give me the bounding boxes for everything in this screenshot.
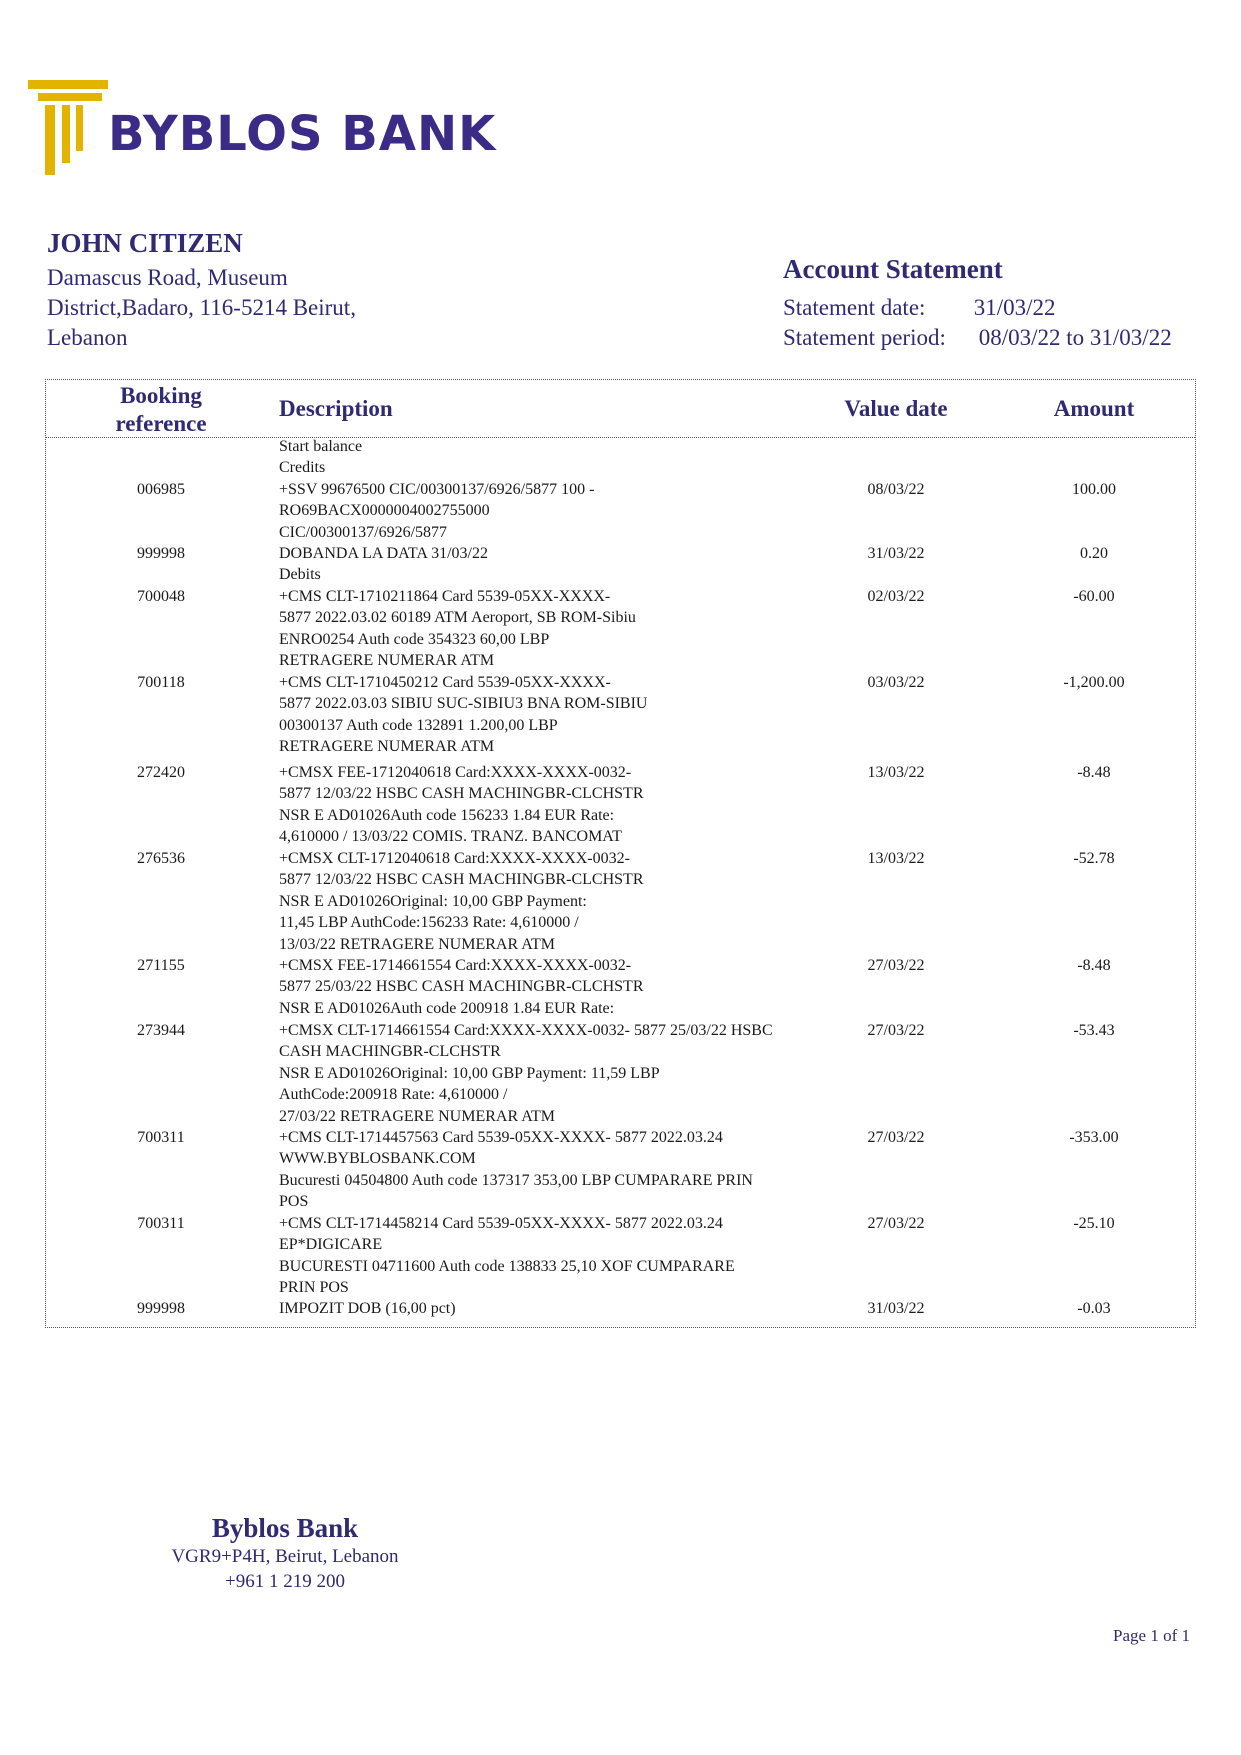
description-line: 5877 2022.03.03 SIBIU SUC-SIBIU3 BNA ROM-SIBIU [279, 695, 648, 713]
footer-block [130, 1513, 440, 1594]
header-text: reference [115, 411, 207, 436]
footer-phone: +961 1 219 200 [225, 1571, 345, 1592]
amount: -8.48 [1077, 764, 1111, 781]
description-line: Debits [279, 566, 321, 583]
value-date: 13/03/22 [867, 850, 925, 867]
description-line: NSR E AD01026Original: 10,00 GBP Payment: [279, 892, 587, 910]
description-line: AuthCode:200918 Rate: 4,610000 / [279, 1086, 508, 1104]
value-date: 03/03/22 [867, 674, 925, 691]
transactions-table [45, 379, 1196, 1328]
description-line: BUCURESTI 04711600 Auth code 138833 25,10 XOF CUMPARARE [279, 1257, 735, 1275]
booking-reference: 700311 [137, 1129, 185, 1146]
page-number: Page 1 of 1 [1113, 1626, 1190, 1645]
amount: -60.00 [1073, 588, 1115, 605]
table-header [46, 380, 1195, 438]
description-line: CASH MACHINGBR-CLCHSTR [279, 1043, 501, 1061]
description-line: +CMS CLT-1714457563 Card 5539-05XX-XXXX- 5877 2022.03.24 [279, 1129, 723, 1146]
booking-reference: 006985 [137, 481, 185, 498]
description-line: PRIN POS [279, 1279, 349, 1297]
booking-reference: 272420 [137, 764, 185, 781]
description-line: EP*DIGICARE [279, 1236, 383, 1254]
description-line: 27/03/22 RETRAGERE NUMERAR ATM [279, 1107, 556, 1125]
description [279, 457, 919, 478]
booking-reference: 276536 [137, 850, 185, 867]
header-booking-reference [86, 382, 236, 438]
description-line: 13/03/22 RETRAGERE NUMERAR ATM [279, 935, 556, 953]
customer-block [47, 228, 447, 353]
booking-reference: 273944 [137, 1022, 185, 1039]
description-line: Start balance [279, 438, 363, 455]
footer-bank-name: Byblos Bank [211, 1513, 359, 1543]
description-line: +CMSX FEE-1714661554 Card:XXXX-XXXX-0032- [279, 957, 632, 974]
header-description: Description [279, 396, 393, 421]
description [279, 436, 919, 457]
header-text: Booking [120, 383, 202, 408]
statement-info [783, 254, 1223, 353]
description-line: IMPOZIT DOB (16,00 pct) [279, 1300, 456, 1317]
statement-period-row [783, 323, 1223, 353]
description [279, 564, 919, 585]
header-amount: Amount [1053, 396, 1135, 421]
description-line: 5877 12/03/22 HSBC CASH MACHINGBR-CLCHSTR [279, 871, 644, 889]
amount: -53.43 [1073, 1022, 1115, 1039]
value-date: 27/03/22 [867, 1215, 925, 1232]
statement-date-label: Statement date: [783, 295, 926, 320]
statement-date-value: 31/03/22 [973, 295, 1056, 320]
description-line: 11,45 LBP AuthCode:156233 Rate: 4,610000 / [279, 914, 579, 932]
value-date: 27/03/22 [867, 1022, 925, 1039]
description-line: NSR E AD01026Original: 10,00 GBP Payment: 11,59 LBP [279, 1064, 660, 1082]
description-line: NSR E AD01026Auth code 156233 1.84 EUR Rate: [279, 806, 615, 824]
amount: 100.00 [1072, 481, 1116, 498]
booking-reference: 700118 [137, 674, 185, 691]
booking-reference: 700048 [137, 588, 185, 605]
description-line: RETRAGERE NUMERAR ATM [279, 652, 495, 670]
statement-period-value: 08/03/22 to 31/03/22 [978, 325, 1172, 350]
bank-logo-text: BYBLOS BANK [108, 106, 497, 162]
address-line: Damascus Road, Museum [47, 265, 288, 290]
amount: -0.03 [1077, 1300, 1111, 1317]
amount: 0.20 [1080, 545, 1108, 562]
value-date: 31/03/22 [867, 545, 925, 562]
description-line: ENRO0254 Auth code 354323 60,00 LBP [279, 630, 550, 648]
amount: -353.00 [1069, 1129, 1119, 1146]
statement-title: Account Statement [783, 254, 1003, 284]
customer-name: JOHN CITIZEN [47, 228, 243, 258]
description-line: 4,610000 / 13/03/22 COMIS. TRANZ. BANCOMAT [279, 828, 622, 846]
description-line: CIC/00300137/6926/5877 [279, 523, 448, 541]
description-line: Credits [279, 459, 326, 476]
statement-period-label: Statement period: [783, 325, 946, 350]
description-line: +CMSX CLT-1712040618 Card:XXXX-XXXX-0032- [279, 850, 630, 867]
address-line: District,Badaro, 116-5214 Beirut, [47, 295, 356, 320]
description-line: RETRAGERE NUMERAR ATM [279, 738, 495, 756]
value-date: 27/03/22 [867, 1129, 925, 1146]
booking-reference: 271155 [137, 957, 185, 974]
description-line: Bucuresti 04504800 Auth code 137317 353,00 LBP CUMPARARE PRIN [279, 1171, 753, 1189]
customer-address [47, 263, 447, 353]
value-date: 08/03/22 [867, 481, 925, 498]
booking-reference: 700311 [137, 1215, 185, 1232]
description-line: 5877 25/03/22 HSBC CASH MACHINGBR-CLCHSTR [279, 978, 644, 996]
description-line: 5877 2022.03.02 60189 ATM Aeroport, SB ROM-Sibiu [279, 609, 636, 627]
amount: -52.78 [1073, 850, 1115, 867]
description-line: +CMS CLT-1710450212 Card 5539-05XX-XXXX- [279, 674, 611, 691]
value-date: 27/03/22 [867, 957, 925, 974]
statement-date-row [783, 293, 1223, 323]
header-value-date: Value date [844, 396, 948, 421]
description-line: NSR E AD01026Auth code 200918 1.84 EUR Rate: [279, 999, 615, 1017]
amount: -25.10 [1073, 1215, 1115, 1232]
value-date: 02/03/22 [867, 588, 925, 605]
description-line: 00300137 Auth code 132891 1.200,00 LBP [279, 716, 558, 734]
booking-reference: 999998 [137, 545, 185, 562]
description-line: WWW.BYBLOSBANK.COM [279, 1150, 476, 1168]
description-line: +CMSX CLT-1714661554 Card:XXXX-XXXX-0032- 5877 25/03/22 HSBC [279, 1022, 773, 1039]
address-line: Lebanon [47, 325, 128, 350]
description-line: RO69BACX0000004002755000 [279, 502, 490, 520]
description-line: DOBANDA LA DATA 31/03/22 [279, 545, 488, 562]
value-date: 31/03/22 [867, 1300, 925, 1317]
column-logo-icon [28, 80, 108, 176]
amount: -1,200.00 [1063, 674, 1125, 691]
description-line: 5877 12/03/22 HSBC CASH MACHINGBR-CLCHSTR [279, 785, 644, 803]
value-date: 13/03/22 [867, 764, 925, 781]
description-line: +CMS CLT-1710211864 Card 5539-05XX-XXXX- [279, 588, 611, 605]
footer-address: VGR9+P4H, Beirut, Lebanon [171, 1546, 399, 1567]
description-line: +CMSX FEE-1712040618 Card:XXXX-XXXX-0032- [279, 764, 632, 781]
bank-logo [28, 80, 588, 180]
description-line: POS [279, 1193, 309, 1211]
description-line: +CMS CLT-1714458214 Card 5539-05XX-XXXX- 5877 2022.03.24 [279, 1215, 723, 1232]
description-line: +SSV 99676500 CIC/00300137/6926/5877 100 - [279, 481, 595, 498]
amount: -8.48 [1077, 957, 1111, 974]
booking-reference: 999998 [137, 1300, 185, 1317]
